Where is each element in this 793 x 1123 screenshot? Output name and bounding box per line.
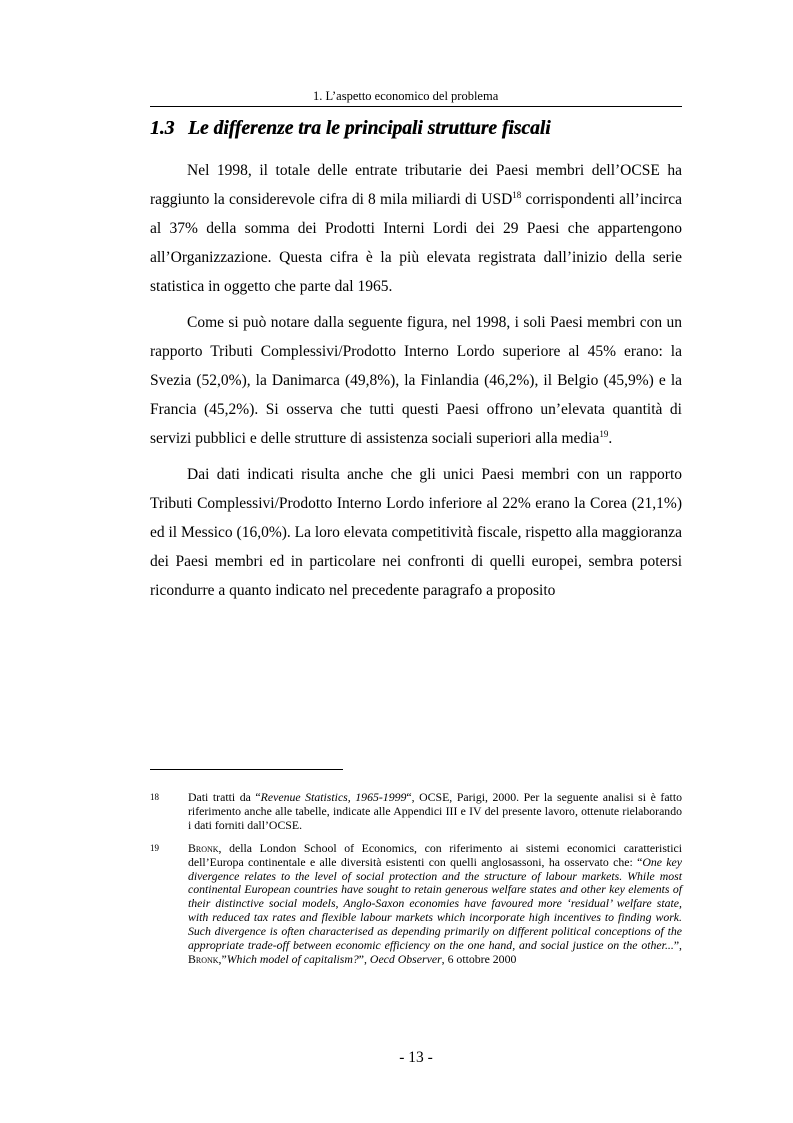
footnote-number: 18	[150, 792, 159, 802]
body-text	[150, 156, 682, 612]
article-title: Which model of capitalism?	[226, 951, 359, 966]
section-heading	[150, 118, 682, 140]
paragraph-text: Nel 1998, il totale delle entrate tributarie dei Paesi membri dell’OCSE ha raggiunto la considerevole cifra di 8 mila miliardi di USD	[150, 162, 682, 208]
running-header	[150, 89, 682, 106]
paragraph-text: Dai dati indicati risulta anche che gli unici Paesi membri con un rapporto Tributi Complessivi/Prodotto Interno Lordo inferiore al 22% erano la Corea (21,1%) ed il Messico (16,0%). La loro elevata competitività fiscale, rispetto alla maggioranza dei Paesi membri ed in particolare nei confronti di quelli europei, sembra potersi ricondurre a quanto indicato nel precedente paragrafo a proposito	[150, 466, 682, 599]
footnotes	[150, 791, 682, 976]
footnote-ref[interactable]: 18	[512, 190, 522, 200]
source-title: Revenue Statistics, 1965-1999	[260, 790, 407, 804]
author-name: Bronk	[188, 840, 219, 855]
journal-title: Oecd Observer	[369, 951, 442, 966]
footnote-number: 19	[150, 842, 159, 853]
footnote-segment: Dati tratti da “	[188, 790, 261, 804]
footnote-text	[188, 791, 682, 833]
running-header-title: 1. L’aspetto economico del problema	[313, 89, 499, 103]
header-rule	[150, 106, 682, 107]
quotation: One key divergence relates to the level of social protection and the structure of labour markets. While most continental European countries have sought to retain generous welfare states and other key elements of their distinctive social models, Anglo-Saxon economies have favoured more ‘residual’ welfare state, with reduced tax rates and flexible labour markets which incorporate high incentives to finding work. Such divergence is often characterised as depending primarily on different political conceptions of the appropriate trade-off between economic efficiency on the one hand, and social justice on the other...	[188, 854, 683, 953]
footnote	[150, 791, 682, 833]
paragraph	[150, 308, 682, 453]
paragraph-text: corrispondenti all’incirca al 37% della somma dei Prodotti Interni Lordi dei 29 Paesi che appartengono all’Organizzazione. Questa cifra è la più elevata registrata dall’inizio della serie statistica in oggetto che parte dal 1965.	[150, 191, 682, 295]
paragraph-text: .	[608, 430, 613, 447]
footnote-ref[interactable]: 19	[599, 429, 609, 439]
paragraph-text: Come si può notare dalla seguente figura, nel 1998, i soli Paesi membri con un rapporto Tributi Complessivi/Prodotto Interno Lordo superiore al 45% erano: la Svezia (52,0%), la Danimarca (49,8%), la Finlandia (46,2%), il Belgio (45,9%) e la Francia (45,2%). Si osserva che tutti questi Paesi offrono un’elevata quantità di servizi pubblici e delle strutture di assistenza sociali superiori alla media	[150, 314, 682, 447]
page-number: - 13 -	[399, 1049, 433, 1066]
section-number: 1.3	[150, 118, 175, 139]
paragraph	[150, 156, 682, 301]
author-name: Bronk	[188, 951, 219, 966]
footnote-rule	[150, 769, 343, 770]
footnote-segment: “, OCSE, Parigi, 2000. Per la seguente analisi si è fatto riferimento anche alle tabelle, indicate alle Appendici III e IV del presente lavoro, ottenute rielaborando i dati forniti dall’OCSE.	[188, 790, 683, 832]
footnote-segment: ”,	[358, 951, 370, 966]
footnote-segment: ,”	[218, 951, 227, 966]
footnote-segment: ”,	[673, 938, 682, 953]
footnote-segment: , della London School of Economics, con riferimento ai sistemi economici caratteristici dell’Europa continentale e alle diversità esistenti con quelli anglosassoni, ha osservato che: “	[188, 840, 682, 869]
footnote	[150, 842, 682, 967]
paragraph	[150, 460, 682, 605]
footnote-text	[188, 842, 682, 967]
section-title: Le differenze tra le principali strutture fiscali	[188, 118, 551, 139]
footnote-segment: , 6 ottobre 2000	[441, 951, 517, 966]
